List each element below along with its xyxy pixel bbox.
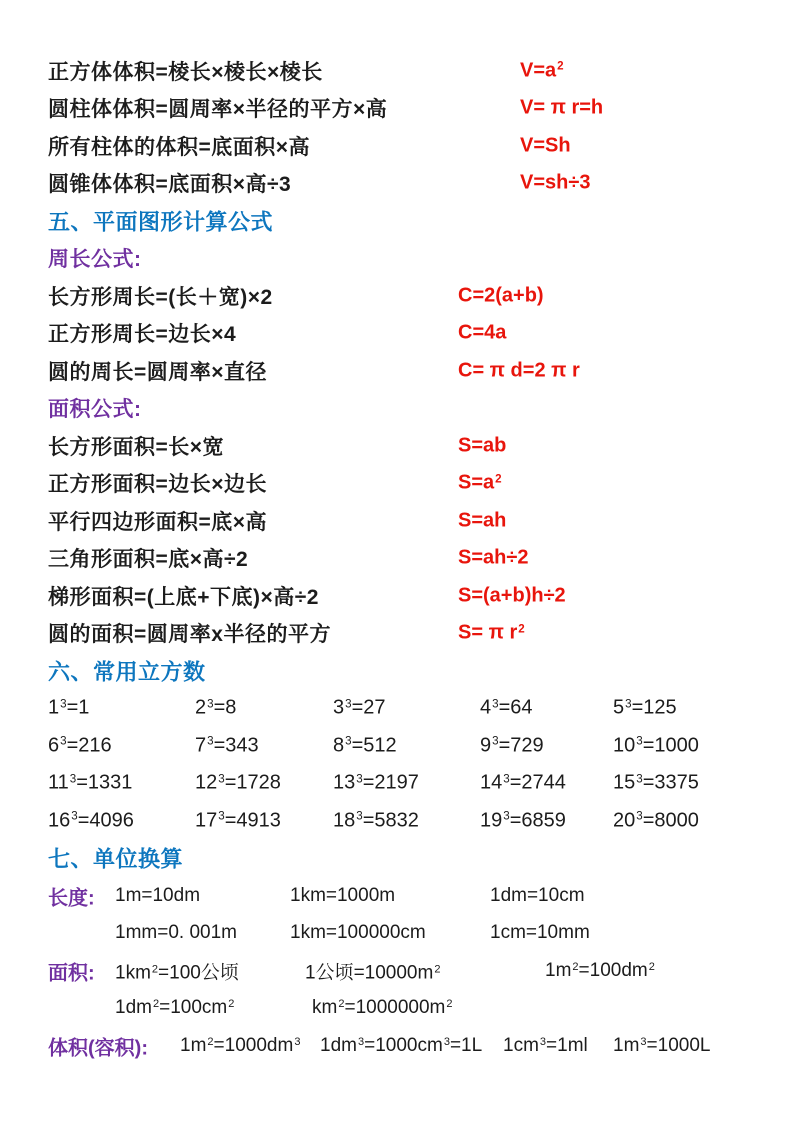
- unit-value: $km^2=1000000m^2$: [312, 997, 453, 1019]
- section-heading-row: [0, 840, 793, 878]
- cube-table-row: [0, 727, 793, 765]
- formula-description: 梯形面积=(上底+下底)×高÷2: [48, 585, 319, 609]
- unit-value: $1m^2=100dm^2$: [545, 959, 655, 981]
- cube-cell: $11^3=1331$: [48, 771, 133, 794]
- unit-value: 1cm=10mm: [490, 922, 590, 944]
- subheading-row: [0, 240, 793, 278]
- cube-cell: $12^3=1728$: [195, 771, 281, 794]
- unit-value: 1mm=0. 001m: [115, 922, 237, 944]
- formula-value: $V=a^2$: [520, 59, 564, 82]
- formula-description: 正方形周长=边长×4: [48, 323, 237, 347]
- subheading-row: [0, 390, 793, 428]
- formula-row: [0, 165, 793, 203]
- formula-row: [0, 540, 793, 578]
- formula-row: [0, 90, 793, 128]
- cube-cell: $4^3=64$: [480, 696, 533, 719]
- cube-cell: $16^3=4096$: [48, 809, 134, 832]
- formula-row: [0, 277, 793, 315]
- unit-label-length: 长度:: [48, 887, 95, 910]
- unit-label-area: 面积:: [48, 962, 95, 985]
- formula-description: 圆锥体体积=底面积×高÷3: [48, 173, 292, 197]
- unit-value: $1cm^3=1ml$: [503, 1034, 588, 1056]
- subheading-area: 面积公式:: [48, 398, 142, 422]
- cube-table-row: [0, 802, 793, 840]
- unit-label-volume: 体积(容积):: [48, 1037, 148, 1060]
- formula-description: 长方形周长=(长＋宽)×2: [48, 285, 273, 309]
- cube-cell: $8^3=512$: [333, 734, 397, 757]
- formula-row: [0, 577, 793, 615]
- cube-cell: $15^3=3375$: [613, 771, 699, 794]
- unit-row-area-1: [0, 952, 793, 990]
- cube-cell: $1^3=1$: [48, 696, 90, 719]
- cube-table-row: [0, 765, 793, 803]
- formula-value: S=ab: [458, 434, 507, 457]
- section-title-plane-figures: 五、平面图形计算公式: [48, 209, 274, 235]
- unit-value: 1km=1000m: [290, 884, 396, 906]
- formula-value: V=Sh: [520, 134, 571, 157]
- formula-row: [0, 127, 793, 165]
- cube-cell: $17^3=4913$: [195, 809, 281, 832]
- unit-row-volume: [0, 1027, 793, 1065]
- unit-value: $1dm^2=100cm^2$: [115, 997, 235, 1019]
- formula-row: [0, 615, 793, 653]
- cube-cell: $20^3=8000$: [613, 809, 699, 832]
- formula-value: S=ah: [458, 509, 507, 532]
- formula-value: C=2(a+b): [458, 284, 544, 307]
- cube-cell: $3^3=27$: [333, 696, 386, 719]
- formula-description: 圆的周长=圆周率×直径: [48, 360, 268, 384]
- formula-row: [0, 52, 793, 90]
- formula-value: C= π d=2 π r: [458, 359, 580, 382]
- cube-cell: $2^3=8$: [195, 696, 237, 719]
- unit-value: 1公顷$=10000m^2$: [305, 962, 441, 984]
- formula-description: 正方形面积=边长×边长: [48, 473, 268, 497]
- cube-cell: $7^3=343$: [195, 734, 259, 757]
- unit-row-length-1: [0, 877, 793, 915]
- cube-cell: $6^3=216$: [48, 734, 112, 757]
- formula-value: $S=a^2$: [458, 471, 502, 494]
- unit-value: $1m^3=1000L$: [613, 1034, 711, 1056]
- formula-value: S=(a+b)h÷2: [458, 584, 566, 607]
- formula-row: [0, 315, 793, 353]
- formula-description: 平行四边形面积=底×高: [48, 510, 268, 534]
- unit-value: $1km^2=100$公顷: [115, 962, 239, 984]
- cube-cell: $18^3=5832$: [333, 809, 419, 832]
- subheading-perimeter: 周长公式:: [48, 248, 142, 272]
- cube-cell: $10^3=1000$: [613, 734, 699, 757]
- formula-row: [0, 352, 793, 390]
- unit-value: 1m=10dm: [115, 884, 201, 906]
- formula-value: S= π $r^2$: [458, 621, 525, 644]
- formula-value: C=4a: [458, 321, 507, 344]
- unit-value: 1dm=10cm: [490, 884, 585, 906]
- formula-row: [0, 502, 793, 540]
- formula-description: 圆柱体体积=圆周率×半径的平方×高: [48, 98, 388, 122]
- formula-value: V=sh÷3: [520, 171, 591, 194]
- cube-table-row: [0, 690, 793, 728]
- section-heading-row: [0, 202, 793, 240]
- formula-description: 三角形面积=底×高÷2: [48, 548, 249, 572]
- cube-cell: $5^3=125$: [613, 696, 677, 719]
- formula-value: S=ah÷2: [458, 546, 529, 569]
- formula-row: [0, 427, 793, 465]
- formula-description: 所有柱体的体积=底面积×高: [48, 135, 311, 159]
- section-heading-row: [0, 652, 793, 690]
- section-title-units: 七、单位换算: [48, 846, 184, 872]
- cube-cell: $19^3=6859$: [480, 809, 566, 832]
- formula-description: 正方体体积=棱长×棱长×棱长: [48, 60, 323, 84]
- unit-row-area-2: [0, 990, 793, 1028]
- cube-cell: $13^3=2197$: [333, 771, 419, 794]
- unit-value: 1km=100000cm: [290, 922, 426, 944]
- section-title-cubes: 六、常用立方数: [48, 659, 206, 685]
- formula-row: [0, 465, 793, 503]
- cube-cell: $14^3=2744$: [480, 771, 566, 794]
- formula-description: 圆的面积=圆周率x半径的平方: [48, 623, 331, 647]
- formula-description: 长方形面积=长×宽: [48, 435, 225, 459]
- unit-value: $1dm^3=1000cm^3=1L$: [320, 1034, 483, 1056]
- unit-value: $1m^2=1000dm^3$: [180, 1034, 301, 1056]
- formula-value: V= π r=h: [520, 96, 604, 119]
- unit-row-length-2: [0, 915, 793, 953]
- cube-cell: $9^3=729$: [480, 734, 544, 757]
